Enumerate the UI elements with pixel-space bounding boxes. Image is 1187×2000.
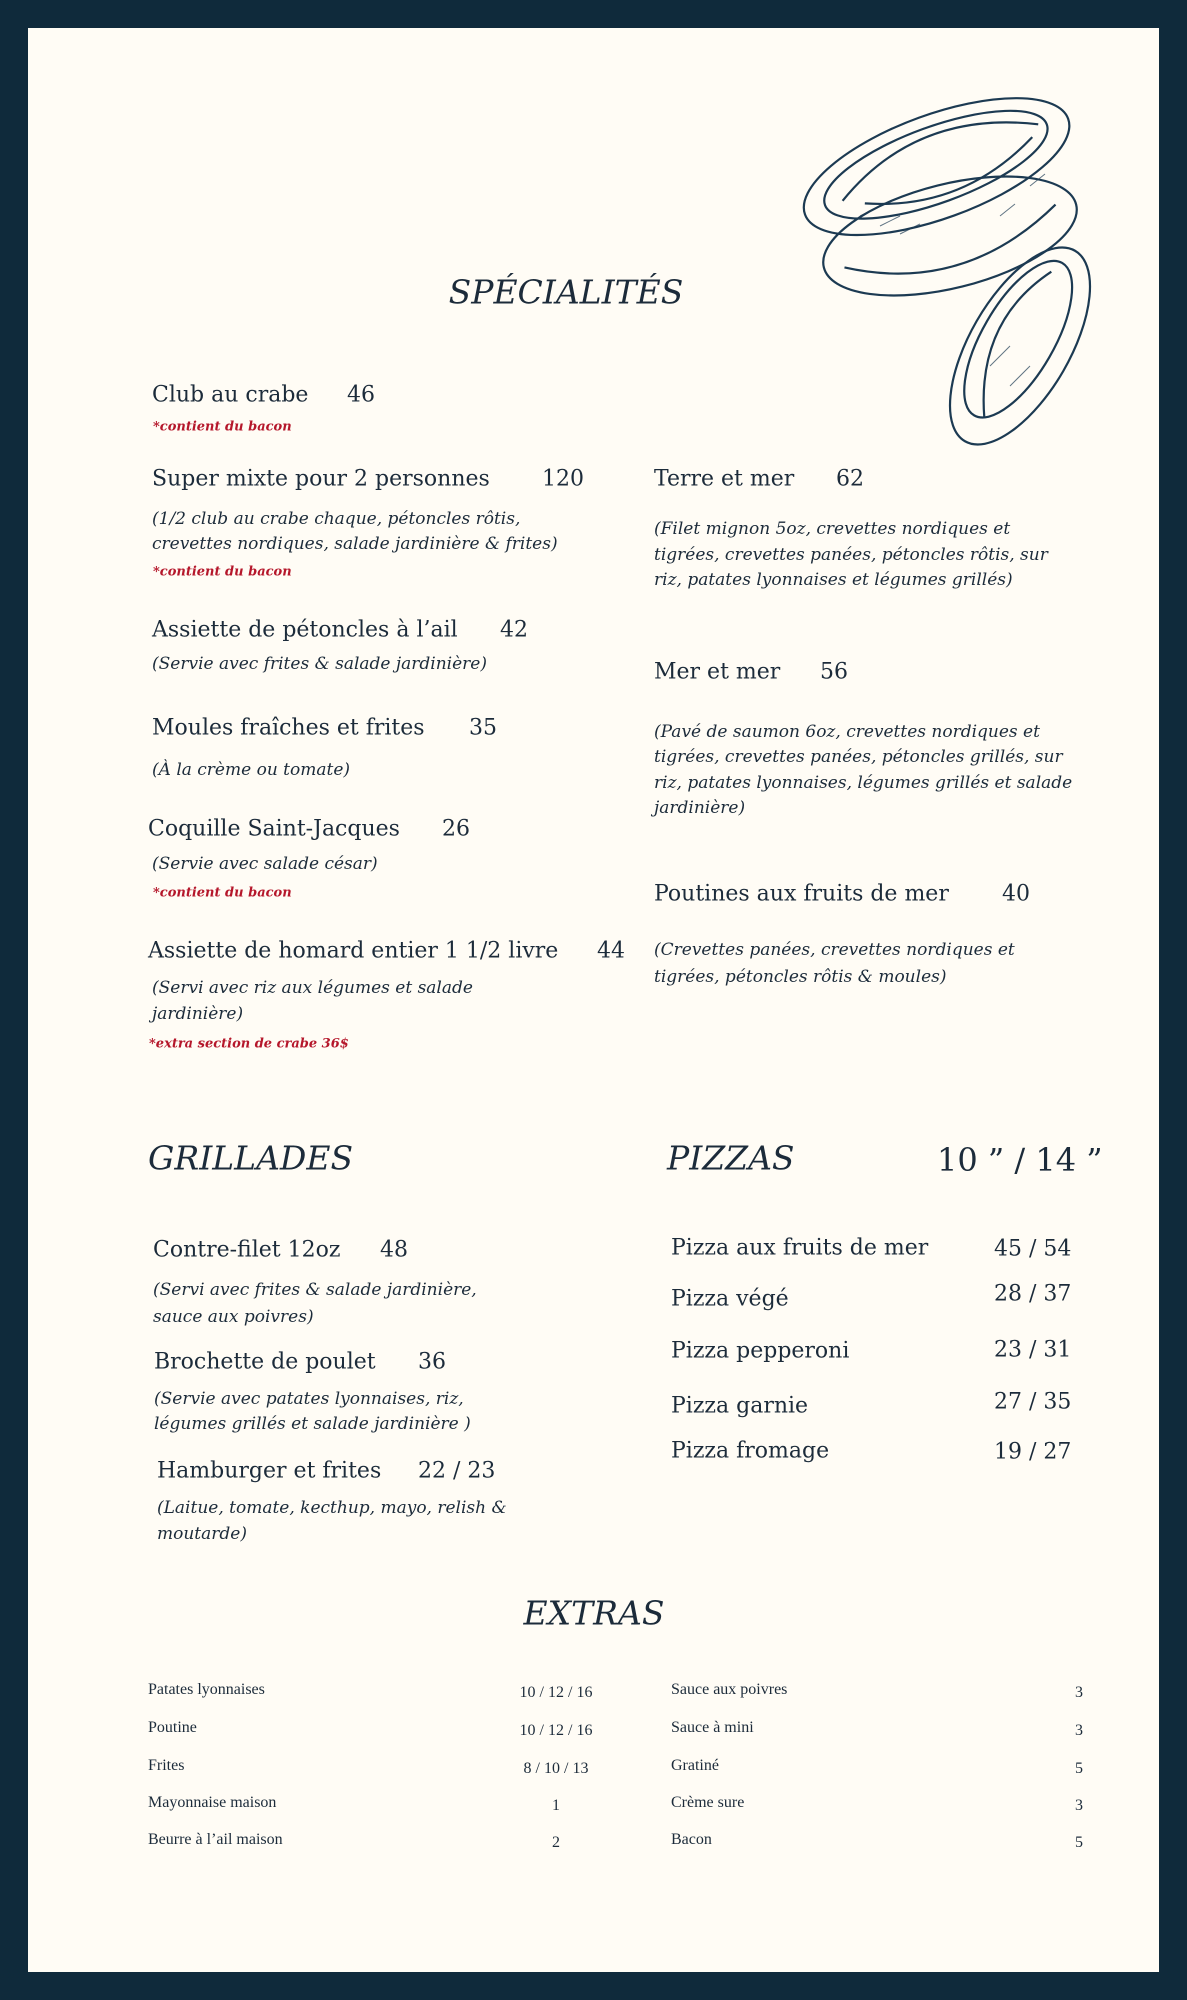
extra-name: Mayonnaise maison xyxy=(148,1794,277,1811)
item-name: Coquille Saint-Jacques xyxy=(148,816,400,842)
mussels-illustration xyxy=(800,66,1120,456)
item-name: Contre-filet 12oz xyxy=(153,1237,341,1263)
pizza-name: Pizza aux fruits de mer xyxy=(671,1235,929,1261)
section-title-pizzas: PIZZAS xyxy=(667,1138,795,1178)
extra-price: 3 xyxy=(1075,1797,1083,1814)
pizza-price: 19 / 27 xyxy=(994,1439,1072,1465)
item-price: 56 xyxy=(820,659,848,685)
item-desc: moutarde) xyxy=(157,1524,247,1544)
item-name: Poutines aux fruits de mer xyxy=(654,881,949,907)
extra-price: 10 / 12 / 16 xyxy=(519,1684,593,1701)
pizza-price: 45 / 54 xyxy=(994,1236,1072,1262)
item-desc: jardinière) xyxy=(152,1004,244,1024)
extra-name: Poutine xyxy=(148,1719,197,1736)
item-name: Assiette de pétoncles à l’ail xyxy=(152,617,458,643)
item-desc: (Servie avec patates lyonnaises, riz, xyxy=(154,1389,464,1409)
item-desc: sauce aux poivres) xyxy=(153,1307,314,1327)
section-title-grillades: GRILLADES xyxy=(148,1138,354,1178)
item-desc: (1/2 club au crabe chaque, pétoncles rôtis, xyxy=(152,509,521,529)
item-desc: (Servi avec riz aux légumes et salade xyxy=(152,978,473,998)
item-desc: riz, patates lyonnaises et légumes grillés) xyxy=(654,570,1013,590)
pizza-name: Pizza fromage xyxy=(671,1438,830,1464)
item-price: 35 xyxy=(469,715,497,741)
extra-name: Bacon xyxy=(671,1831,712,1848)
item-desc: tigrées, pétoncles rôtis & moules) xyxy=(654,967,947,987)
pizza-price: 23 / 31 xyxy=(994,1337,1072,1363)
pizza-price: 28 / 37 xyxy=(994,1281,1072,1307)
extra-name: Frites xyxy=(148,1757,185,1774)
extra-name: Sauce à mini xyxy=(671,1719,754,1736)
item-name: Terre et mer xyxy=(654,466,795,492)
extra-price: 5 xyxy=(1075,1760,1083,1777)
item-name: Super mixte pour 2 personnes xyxy=(152,466,490,492)
item-desc: tigrées, crevettes panées, pétoncles rôtis, sur xyxy=(654,545,1048,565)
item-note: *contient du bacon xyxy=(153,564,292,580)
item-price: 36 xyxy=(418,1349,446,1375)
item-desc: (Servi avec frites & salade jardinière, xyxy=(153,1280,477,1300)
extra-name: Gratiné xyxy=(671,1757,719,1774)
extra-price: 8 / 10 / 13 xyxy=(523,1760,589,1777)
item-desc: (Crevettes panées, crevettes nordiques et xyxy=(654,940,1015,960)
item-name: Club au crabe xyxy=(152,382,309,408)
pizza-sizes: 10 ” / 14 ” xyxy=(937,1141,1103,1179)
item-desc: (Servie avec frites & salade jardinière) xyxy=(152,654,488,674)
item-name: Assiette de homard entier 1 1/2 livre xyxy=(148,938,559,964)
item-desc: tigrées, crevettes panées, pétoncles grillés, sur xyxy=(654,747,1063,767)
item-name: Hamburger et frites xyxy=(157,1458,382,1484)
item-note: *extra section de crabe 36$ xyxy=(149,1036,349,1052)
extra-price: 1 xyxy=(552,1797,560,1814)
extra-price: 2 xyxy=(552,1834,560,1851)
item-desc: (Laitue, tomate, kecthup, mayo, relish & xyxy=(157,1498,507,1518)
pizza-name: Pizza végé xyxy=(671,1286,789,1312)
item-price: 62 xyxy=(836,466,864,492)
item-name: Brochette de poulet xyxy=(154,1349,376,1375)
item-desc: (Filet mignon 5oz, crevettes nordiques et xyxy=(654,519,1011,539)
extra-price: 10 / 12 / 16 xyxy=(519,1722,593,1739)
item-desc: crevettes nordiques, salade jardinière & frites) xyxy=(152,534,558,554)
extra-name: Sauce aux poivres xyxy=(671,1681,788,1698)
item-note: *contient du bacon xyxy=(153,885,292,901)
item-desc: (À la crème ou tomate) xyxy=(152,760,351,780)
extra-price: 3 xyxy=(1075,1722,1083,1739)
item-price: 42 xyxy=(500,617,528,643)
item-price: 44 xyxy=(597,938,625,964)
item-price: 26 xyxy=(442,816,470,842)
extra-name: Beurre à l’ail maison xyxy=(148,1831,283,1848)
extra-price: 5 xyxy=(1075,1834,1083,1851)
item-name: Mer et mer xyxy=(654,659,781,685)
item-desc: (Pavé de saumon 6oz, crevettes nordiques et xyxy=(654,722,1040,742)
item-desc: jardinière) xyxy=(654,798,746,818)
item-price: 46 xyxy=(347,382,375,408)
item-desc: légumes grillés et salade jardinière ) xyxy=(154,1414,471,1434)
section-title-extras: EXTRAS xyxy=(523,1593,665,1633)
pizza-name: Pizza pepperoni xyxy=(671,1338,850,1364)
pizza-name: Pizza garnie xyxy=(671,1393,809,1419)
item-note: *contient du bacon xyxy=(153,419,292,435)
extra-name: Patates lyonnaises xyxy=(148,1681,265,1698)
pizza-price: 27 / 35 xyxy=(994,1389,1072,1415)
item-price: 40 xyxy=(1002,881,1030,907)
item-desc: riz, patates lyonnaises, légumes grillés et salade xyxy=(654,773,1073,793)
item-price: 48 xyxy=(380,1237,408,1263)
extra-price: 3 xyxy=(1075,1684,1083,1701)
extra-name: Crème sure xyxy=(671,1794,745,1811)
item-price: 22 / 23 xyxy=(418,1458,496,1484)
item-desc: (Servie avec salade césar) xyxy=(152,854,378,874)
section-title-specialites: SPÉCIALITÉS xyxy=(448,272,684,312)
item-price: 120 xyxy=(542,466,584,492)
item-name: Moules fraîches et frites xyxy=(152,715,425,741)
